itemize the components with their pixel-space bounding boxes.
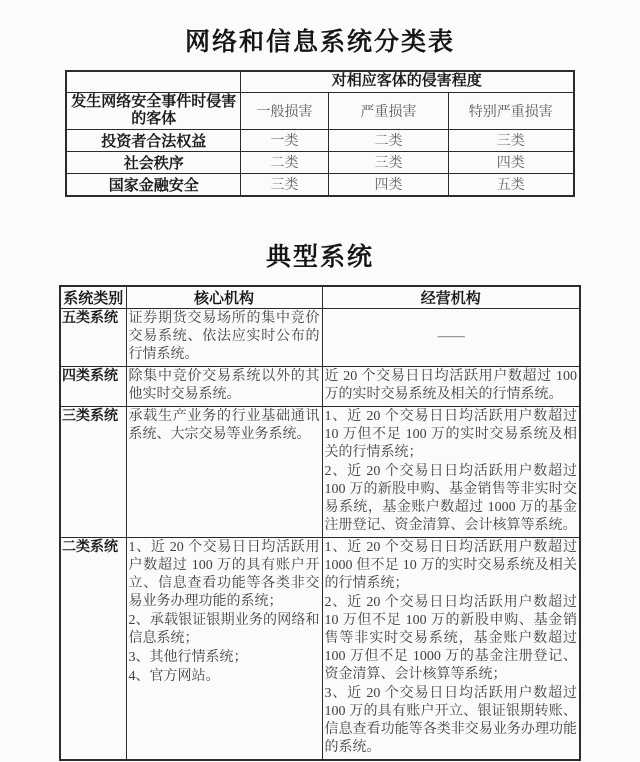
operating-institutions-cell xyxy=(322,537,580,760)
operating-institutions-cell xyxy=(322,406,580,537)
category-cell: 三类系统 xyxy=(60,406,126,537)
class-value: 二类 xyxy=(328,129,448,151)
table-row xyxy=(66,129,573,151)
class-value: 一类 xyxy=(240,129,328,151)
col-header-core-institutions: 核心机构 xyxy=(126,286,322,309)
list-item: 2、近 20 个交易日日均活跃用户数超过 10 万但不足 100 万的新股申购、基金销售等非实时交易系统，基金账户数超过 100 万但不足 1000 万的基金注册登记、资金清算、会计核算等系统； xyxy=(324,594,577,682)
operating-institutions-cell xyxy=(322,308,580,366)
core-institutions-cell xyxy=(126,537,322,760)
col-header-serious-harm: 严重损害 xyxy=(328,92,448,129)
table-row-class5 xyxy=(60,308,580,366)
row-label-investor-rights: 投资者合法权益 xyxy=(66,129,240,151)
harm-degree-span-header: 对相应客体的侵害程度 xyxy=(240,71,573,92)
classification-table xyxy=(65,70,574,197)
em-dash: —— xyxy=(437,329,464,344)
list-item: 3、近 20 个交易日日均活跃用户数超过 100 万的具有账户开立、银证银期转账、信息查看功能等各类非交易业务办理功能的系统。 xyxy=(324,685,577,755)
list-item: 3、其他行情系统； xyxy=(128,649,248,665)
cell-text: 近 20 个交易日日均活跃用户数超过 100 万的实时交易系统及相关的行情系统。 xyxy=(324,368,577,402)
table-row xyxy=(66,71,573,92)
class-value: 三类 xyxy=(448,129,573,151)
cell-text: 除集中竞价交易系统以外的其他实时交易系统。 xyxy=(128,368,320,402)
list-item: 4、官方网站。 xyxy=(128,668,220,684)
category-cell: 四类系统 xyxy=(60,366,126,406)
table-row xyxy=(66,173,573,196)
category-cell: 二类系统 xyxy=(60,537,126,760)
typical-systems-table xyxy=(59,285,581,761)
cell-text: 承载生产业务的行业基础通讯系统、大宗交易等业务系统。 xyxy=(128,408,320,442)
col-header-general-harm: 一般损害 xyxy=(240,92,328,129)
row-label-social-order: 社会秩序 xyxy=(66,151,240,173)
operating-institutions-cell xyxy=(322,366,580,406)
table-row xyxy=(66,92,573,129)
core-institutions-cell xyxy=(126,308,322,366)
table-row-class4 xyxy=(60,366,580,406)
class-value: 三类 xyxy=(240,173,328,196)
col-header-especially-serious-harm: 特别严重损害 xyxy=(448,92,573,129)
list-item: 1、近 20 个交易日日均活跃用户数超过 100 万的具有账户开立、信息查看功能等各类非交易业务办理功能的系统； xyxy=(128,539,320,609)
cell-text: 证券期货交易场所的集中竞价交易系统、依法应实时公布的行情系统。 xyxy=(128,310,320,362)
class-value: 五类 xyxy=(448,173,573,196)
table1-title: 网络和信息系统分类表 xyxy=(184,29,455,56)
col-header-operating-institutions: 经营机构 xyxy=(322,286,580,309)
empty-corner-cell xyxy=(66,71,240,92)
table-row xyxy=(66,151,573,173)
list-item: 1、近 20 个交易日日均活跃用户数超过 1000 但不足 10 万的实时交易系统及相关的行情系统； xyxy=(324,539,577,591)
table-header-row xyxy=(60,286,580,309)
table2-title: 典型系统 xyxy=(265,243,374,271)
class-value: 四类 xyxy=(328,173,448,196)
table-row-class3 xyxy=(60,406,580,537)
class-value: 二类 xyxy=(240,151,328,173)
list-item: 1、近 20 个交易日日均活跃用户数超过 10 万但不足 100 万的实时交易系统及相关的行情系统； xyxy=(324,408,577,460)
category-cell: 五类系统 xyxy=(60,308,126,366)
core-institutions-cell xyxy=(126,406,322,537)
list-item: 2、近 20 个交易日日均活跃用户数超过 100 万的新股申购、基金销售等非实时交易系统，基金账户数超过 1000 万的基金注册登记、资金清算、会计核算等系统。 xyxy=(324,463,577,533)
object-row-header: 发生网络安全事件时侵害的客体 xyxy=(66,92,240,129)
table-row-class2 xyxy=(60,537,580,760)
list-item: 2、承载银证银期业务的网络和信息系统； xyxy=(128,612,320,646)
core-institutions-cell xyxy=(126,366,322,406)
col-header-system-category: 系统类别 xyxy=(60,286,126,309)
row-label-national-financial-security: 国家金融安全 xyxy=(66,173,240,196)
class-value: 三类 xyxy=(328,151,448,173)
class-value: 四类 xyxy=(448,151,573,173)
